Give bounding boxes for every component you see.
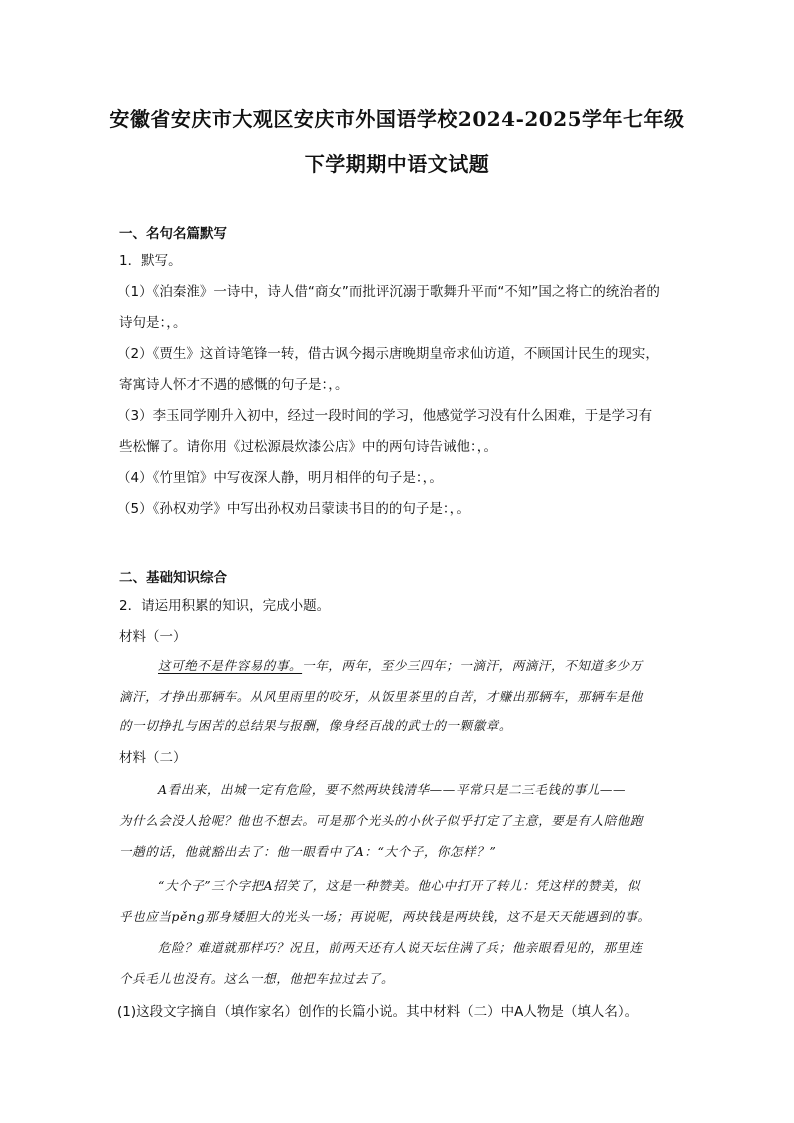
question-2: 2．请运用积累的知识，完成小题。: [119, 598, 331, 614]
section-2-heading: 二、基础知识综合: [119, 570, 227, 586]
material-1-line-2: 滴汗，才挣出那辆车。从风里雨里的咬牙，从饭里茶里的自苦，才赚出那辆车，那辆车是他: [119, 689, 644, 704]
material-2-line-2: 为什么会没人抢呢？他也不想去。可是那个光头的小伙子似乎打定了主意，要是有人陪他跑: [119, 813, 644, 828]
material-2-line-3: 一趟的话，他就豁出去了：他一眼看中了A：“大个子，你怎样？”: [119, 844, 497, 859]
q1-item-4: （4）《竹里馆》中写夜深人静，明月相伴的句子是：，。: [117, 470, 443, 486]
exam-title-line-1: 安徽省安庆市大观区安庆市外国语学校2024-2025学年七年级: [109, 107, 685, 131]
q1-item-1-line-2: 诗句是：，。: [119, 315, 187, 331]
q1-item-1-line-1: （1）《泊秦淮》一诗中，诗人借“商女”而批评沉溺于歌舞升平而“不知”国之将亡的统治者的: [117, 284, 660, 300]
material-1-underlined: 这可绝不是件容易的事。: [158, 658, 303, 673]
material-1-line-1: [158, 656, 643, 674]
material-2-line-1: A看出来，出城一定有危险，要不然两块钱清华——平常只是二三毛钱的事儿——: [158, 782, 627, 797]
q1-item-2-line-2: 寄寓诗人怀才不遇的感慨的句子是：，。: [119, 377, 349, 393]
material-1-line-1-rest: 一年，两年，至少三四年；一滴汗，两滴汗，不知道多少万: [302, 658, 643, 673]
question-1: 1．默写。: [119, 253, 182, 269]
exam-title-line-2: 下学期期中语文试题: [304, 152, 490, 176]
q1-item-3-line-2: 些松懈了。请你用《过松源晨炊漆公店》中的两句诗告诫他：，。: [119, 439, 497, 455]
material-2-line-5: 乎也应当pěng那身矮胆大的光头一场；再说呢，两块钱是两块钱，这不是天天能遇到的事。: [119, 909, 651, 924]
material-2-label: 材料（二）: [119, 750, 187, 766]
material-1-line-3: 的一切挣扎与困苦的总结果与报酬，像身经百战的武士的一颗徽章。: [119, 718, 513, 733]
material-2-line-6: 危险？难道就那样巧？况且，前两天还有人说天坛住满了兵；他亲眼看见的，那里连: [158, 940, 643, 955]
q2-sub-1: (1)这段文字摘自（填作家名）创作的长篇小说。其中材料（二）中A人物是（填人名）。: [117, 1004, 639, 1020]
q1-item-2-line-1: （2）《贾生》这首诗笔锋一转，借古讽今揭示唐晚期皇帝求仙访道，不顾国计民生的现实，: [117, 346, 659, 362]
material-2-line-4: “大个子”三个字把A招笑了，这是一种赞美。他心中打开了转儿：凭这样的赞美，似: [158, 878, 641, 893]
material-2-line-7: 个兵毛儿也没有。这么一想，他把车拉过去了。: [119, 971, 395, 986]
material-1-label: 材料（一）: [119, 629, 187, 645]
q1-item-5: （5）《孙权劝学》中写出孙权劝吕蒙读书目的的句子是：，。: [117, 501, 470, 517]
q1-item-3-line-1: （3）李玉同学刚升入初中，经过一段时间的学习，他感觉学习没有什么困难，于是学习有: [117, 408, 653, 424]
section-1-heading: 一、名句名篇默写: [119, 226, 227, 242]
